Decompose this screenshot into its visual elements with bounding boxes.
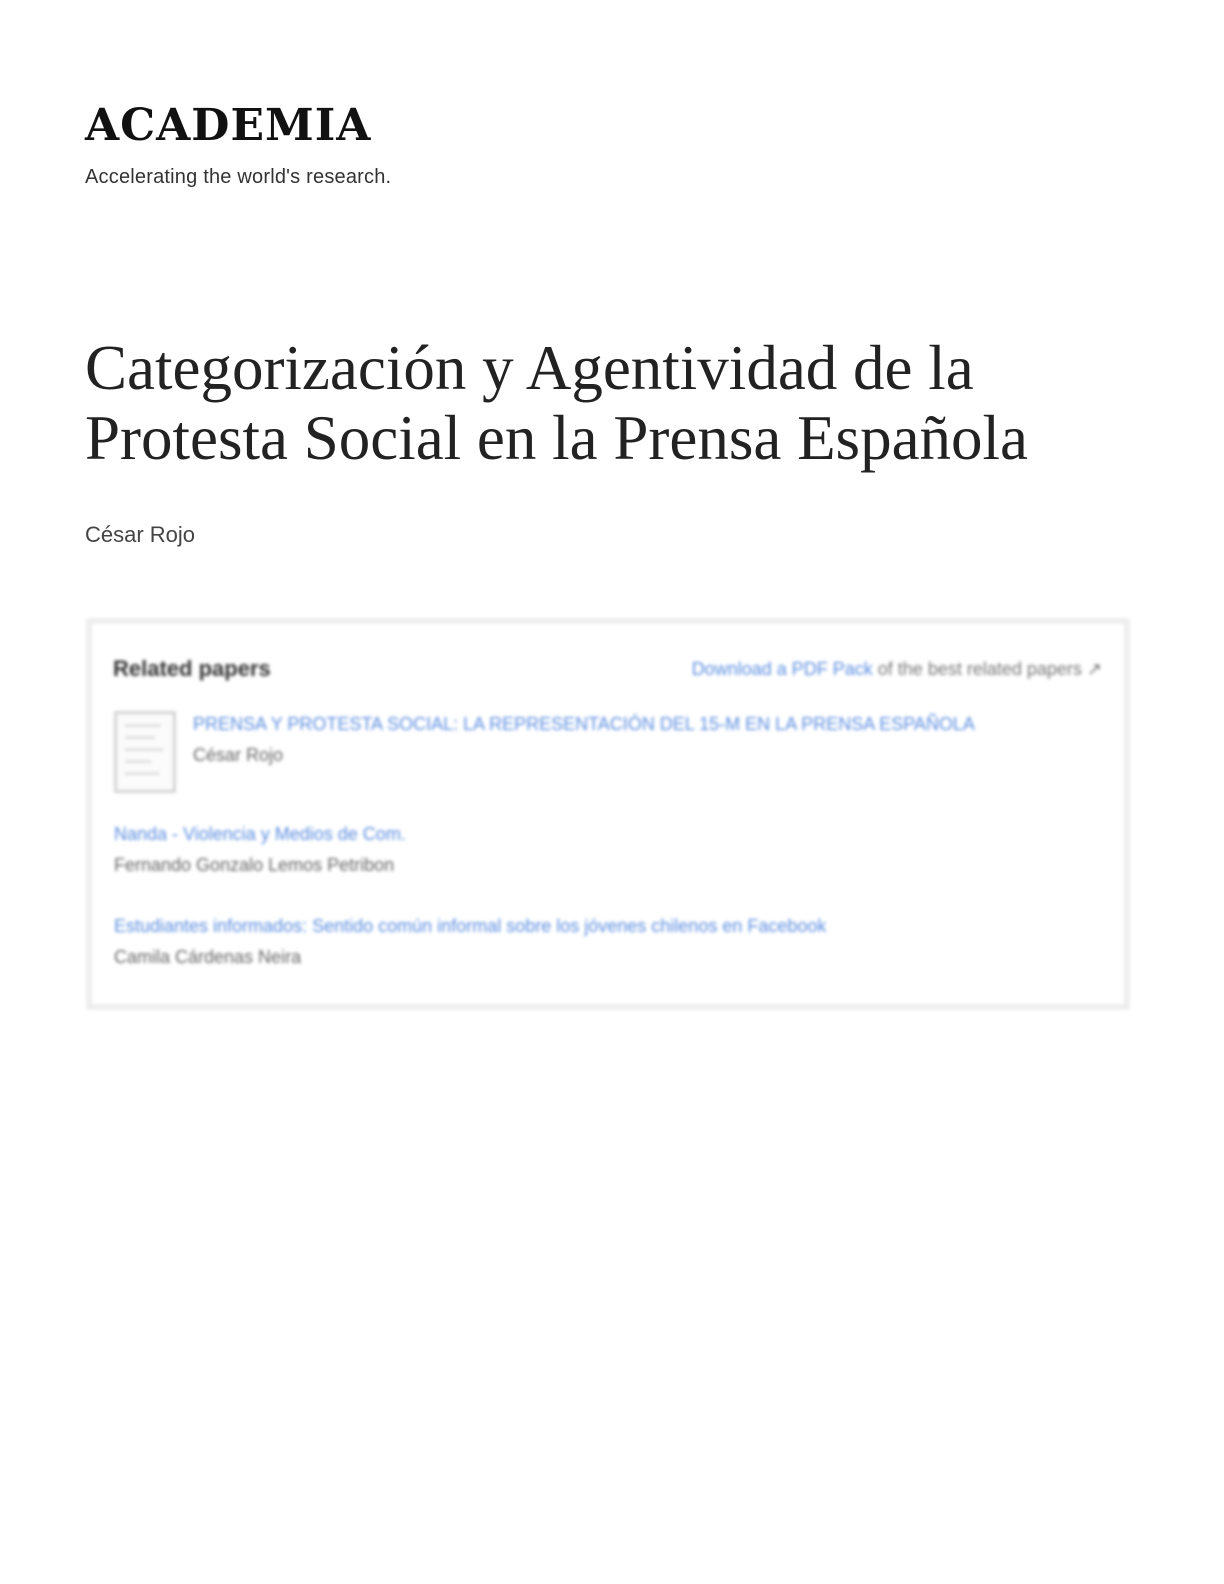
related-paper-item	[114, 824, 406, 876]
related-paper-item	[114, 916, 826, 968]
related-paper-author: César Rojo	[193, 745, 284, 765]
brand-tagline: Accelerating the world's research.	[85, 166, 392, 188]
related-paper-title-link[interactable]: Estudiantes informados: Sentido común informal sobre los jóvenes chilenos en Facebook	[114, 916, 827, 936]
download-pdf-pack-suffix: of the best related papers ↗	[872, 659, 1102, 679]
related-papers-panel	[86, 618, 1130, 1010]
paper-thumbnail-icon[interactable]	[114, 711, 176, 793]
related-papers-heading: Related papers	[113, 656, 271, 681]
related-paper-title-link[interactable]: PRENSA Y PROTESTA SOCIAL: LA REPRESENTACIÓN DEL 15-M EN LA PRENSA ESPAÑOLA	[193, 714, 975, 734]
academia-logo: ACADEMIA	[85, 100, 372, 151]
paper-title-line-1: Categorización y Agentividad de la	[85, 333, 974, 403]
related-paper-item	[193, 714, 975, 766]
paper-title-line-2: Protesta Social en la Prensa Española	[85, 403, 1029, 473]
related-paper-title-link[interactable]: Nanda - Violencia y Medios de Com.	[114, 824, 406, 844]
paper-title	[85, 333, 1165, 473]
download-pdf-pack-link[interactable]: Download a PDF Pack	[691, 659, 873, 679]
related-paper-author: Fernando Gonzalo Lemos Petribon	[114, 855, 395, 875]
download-pdf-pack	[692, 659, 1102, 680]
paper-author: César Rojo	[85, 522, 196, 547]
related-paper-author: Camila Cárdenas Neira	[114, 947, 302, 967]
